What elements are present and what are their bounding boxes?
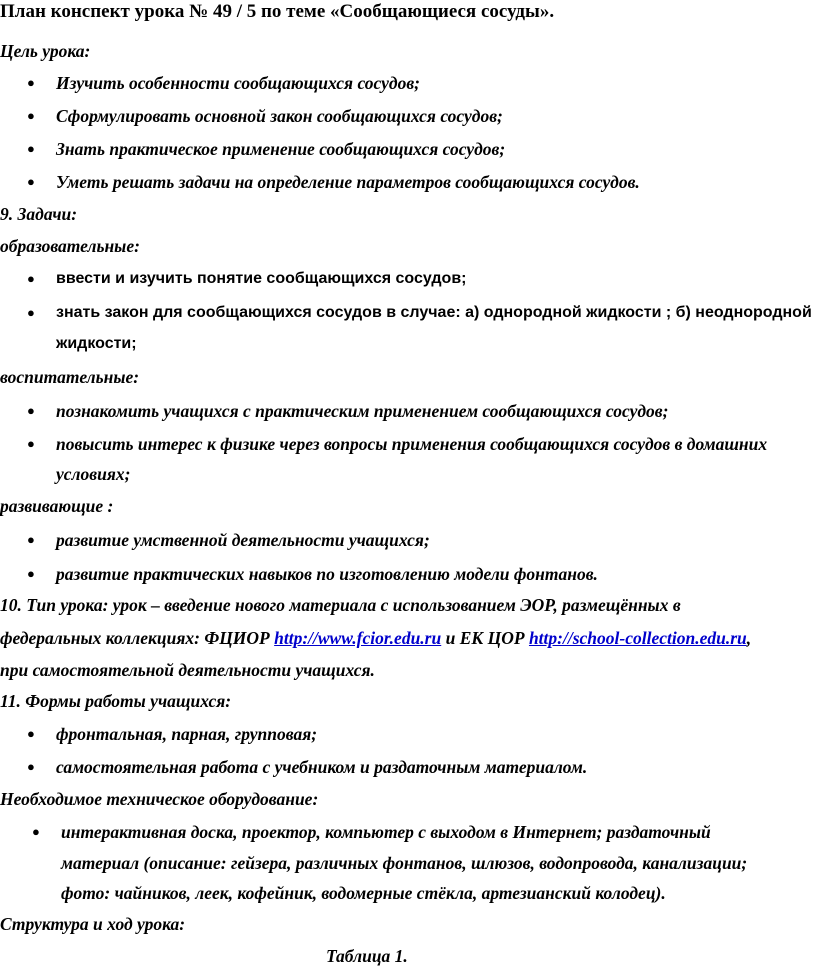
bullet-icon: ● (27, 108, 35, 123)
fcior-link[interactable]: http://www.fcior.edu.ru (274, 628, 442, 648)
lesson-type-text-b: и ЕК ЦОР (441, 628, 529, 648)
upbringing-item-1: познакомить учащихся с практическим применением сообщающихся сосудов; (56, 401, 669, 421)
bullet-icon: ● (27, 403, 35, 418)
equipment-heading: Необходимое техническое оборудование: (0, 789, 319, 809)
educational-item-1: ввести и изучить понятие сообщающихся сосудов; (56, 270, 467, 287)
developing-heading: развивающие : (0, 496, 114, 516)
goal-item-2: Сформулировать основной закон сообщающихся сосудов; (56, 106, 503, 126)
tasks-heading: 9. Задачи: (0, 204, 78, 224)
school-collection-link[interactable]: http://school-collection.edu.ru (528, 628, 747, 648)
bullet-icon: ● (32, 824, 40, 839)
upbringing-heading: воспитательные: (0, 367, 140, 387)
goal-item-1: Изучить особенности сообщающихся сосудов; (56, 73, 420, 93)
work-forms-heading: 11. Формы работы учащихся: (0, 691, 232, 711)
goal-item-4: Уметь решать задачи на определение параметров сообщающихся сосудов. (56, 172, 640, 192)
developing-item-2: развитие практических навыков по изготовлению модели фонтанов. (56, 564, 598, 584)
work-forms-item-2: самостоятельная работа с учебником и раздаточным материалом. (56, 757, 588, 777)
bullet-icon: ● (27, 141, 35, 156)
goal-heading: Цель урока: (0, 41, 91, 61)
upbringing-item-2: повысить интерес к физике через вопросы применения сообщающихся сосудов в домашних (56, 434, 768, 454)
educational-item-2: знать закон для сообщающихся сосудов в случае: а) однородной жидкости ; б) неоднородной (56, 304, 812, 321)
upbringing-item-2-cont: условиях; (56, 464, 131, 484)
bullet-icon: ● (27, 532, 35, 547)
bullet-icon: ● (27, 566, 35, 581)
bullet-icon: ● (27, 75, 35, 90)
educational-item-2-cont: жидкости; (56, 335, 137, 352)
lesson-type-text-c: , (746, 628, 752, 648)
equipment-line-2: материал (описание: гейзера, различных фонтанов, шлюзов, водопровода, канализации; (61, 853, 748, 873)
bullet-icon: ● (27, 436, 35, 451)
structure-heading: Структура и ход урока: (0, 914, 186, 934)
page-title: План конспект урока № 49 / 5 по теме «Сообщающиеся сосуды». (0, 1, 555, 22)
equipment-line-3: фото: чайников, леек, кофейник, водомерные стёкла, артезианский колодец). (61, 883, 666, 903)
goal-item-3: Знать практическое применение сообщающихся сосудов; (56, 139, 506, 159)
educational-heading: образовательные: (0, 236, 140, 256)
bullet-icon: ● (27, 305, 35, 320)
developing-item-1: развитие умственной деятельности учащихся; (56, 530, 430, 550)
equipment-line-1: интерактивная доска, проектор, компьютер с выходом в Интернет; раздаточный (61, 822, 711, 842)
lesson-type-line-2 (0, 627, 751, 649)
bullet-icon: ● (27, 271, 35, 286)
work-forms-item-1: фронтальная, парная, групповая; (56, 724, 318, 744)
lesson-type-line-1: 10. Тип урока: урок – введение нового материала с использованием ЭОР, размещённых в (0, 595, 681, 615)
lesson-type-text-a: федеральных коллекциях: ФЦИОР (0, 628, 275, 648)
bullet-icon: ● (27, 759, 35, 774)
bullet-icon: ● (27, 726, 35, 741)
bullet-icon: ● (27, 174, 35, 189)
lesson-type-line-3: при самостоятельной деятельности учащихся. (0, 660, 375, 680)
table-caption: Таблица 1. (326, 946, 408, 966)
